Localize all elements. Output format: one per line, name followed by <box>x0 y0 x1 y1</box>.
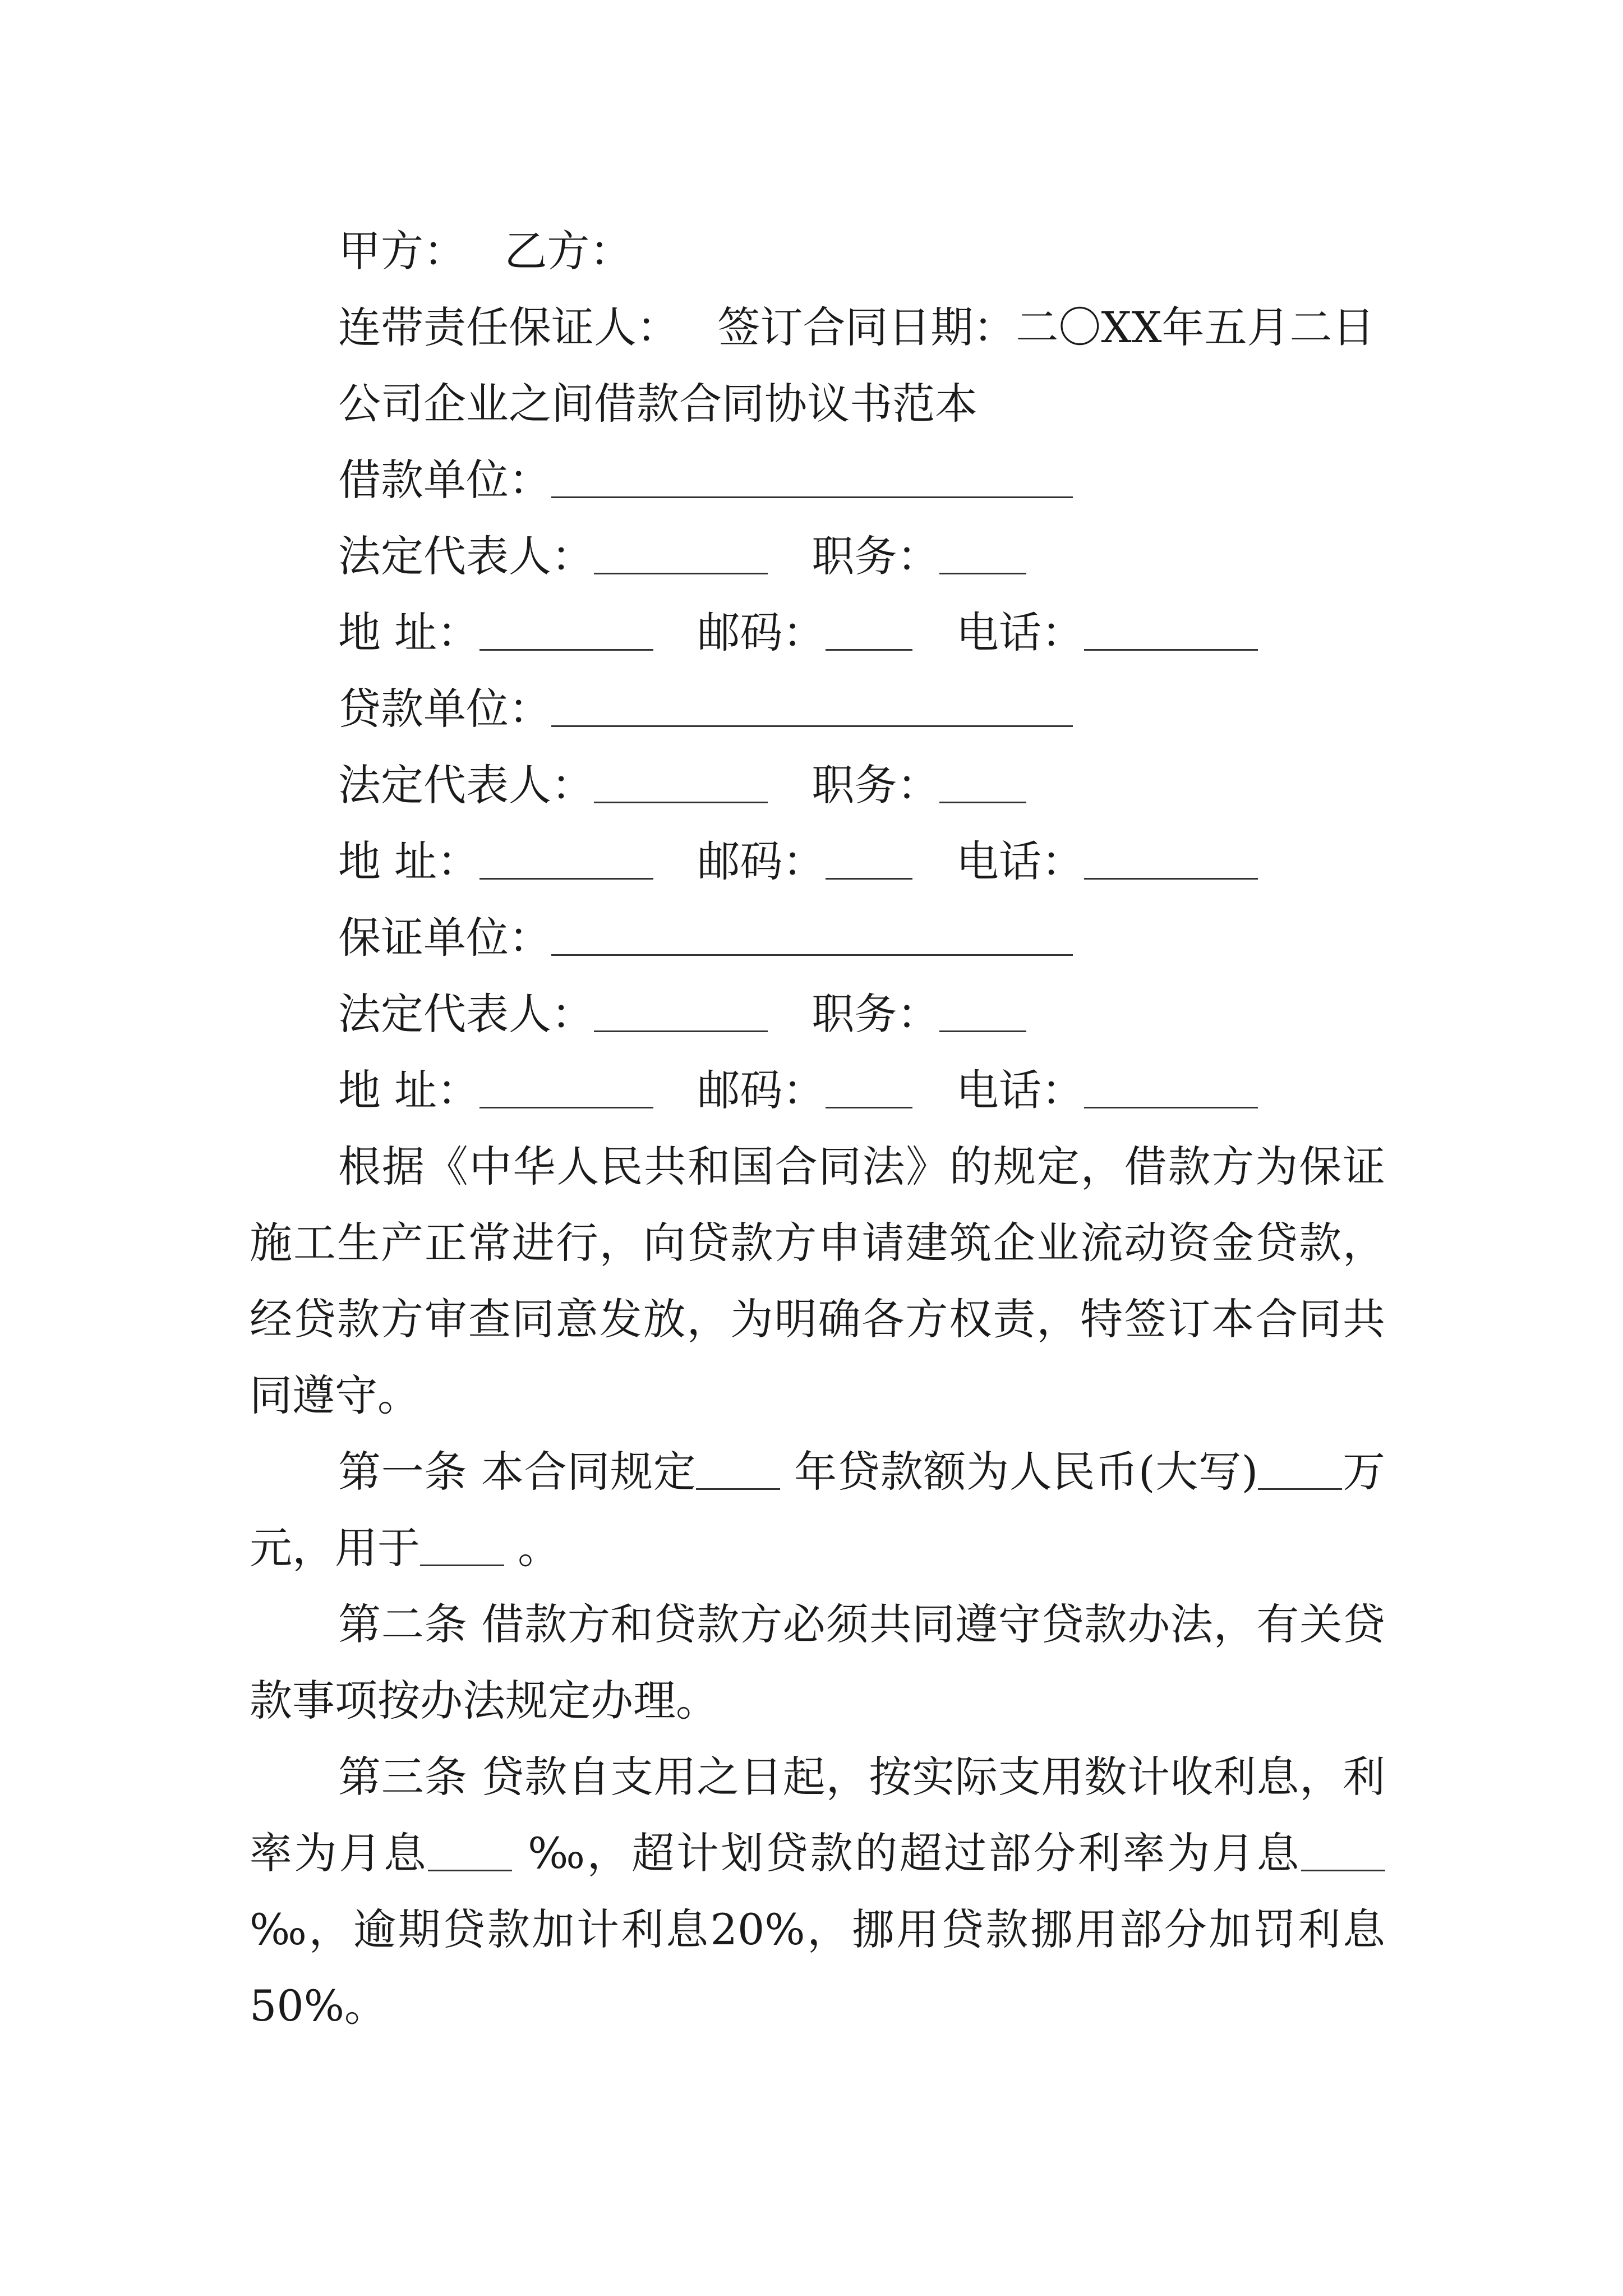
lender-address-blank <box>479 839 653 880</box>
borrower-postcode-label: 邮码： <box>697 608 826 657</box>
guarantee-rep-line <box>250 976 1385 1052</box>
parties-line <box>250 213 1385 289</box>
article-3-paragraph <box>250 1739 1385 2044</box>
lender-postcode-label: 邮码： <box>697 836 826 886</box>
lender-address-line <box>250 823 1385 900</box>
document-page <box>250 213 1385 2044</box>
borrower-position-label: 职务： <box>811 531 940 581</box>
guarantee-rep-label: 法定代表人： <box>338 989 594 1039</box>
lender-rep-label: 法定代表人： <box>338 760 594 810</box>
borrower-unit-label: 借款单位： <box>338 455 551 505</box>
guarantor-label: 连带责任保证人： <box>338 302 679 352</box>
guarantee-phone-label: 电话： <box>956 1065 1084 1115</box>
guarantee-position-blank <box>939 991 1026 1032</box>
article-2-paragraph: 第二条 借款方和贷款方必须共同遵守贷款办法，有关贷款事项按办法规定办理。 <box>250 1599 1385 1726</box>
article-1-paragraph <box>250 1434 1385 1586</box>
guarantee-address-line <box>250 1052 1385 1129</box>
party-a-label: 甲方： <box>338 226 466 276</box>
borrower-address-line <box>250 595 1385 671</box>
lender-phone-label: 电话： <box>956 836 1084 886</box>
article-3-rate-blank <box>428 1830 512 1871</box>
guarantee-address-label: 地 址： <box>338 1065 480 1115</box>
lender-rep-line <box>250 747 1385 823</box>
article-1-purpose-blank <box>420 1525 504 1566</box>
lender-position-blank <box>939 762 1026 803</box>
article-1-amount-blank <box>1258 1449 1342 1490</box>
article-3-text-a: 第三条 贷款自支用之日起，按实际支用数计收利息，利率为月息 <box>250 1752 1385 1878</box>
guarantee-position-label: 职务： <box>811 989 940 1039</box>
borrower-address-label: 地 址： <box>338 608 480 657</box>
article-1-text-b: 年贷款额为人民币(大写) <box>780 1447 1258 1497</box>
guarantee-address-blank <box>479 1068 653 1108</box>
guarantee-rep-blank <box>594 991 768 1032</box>
borrower-postcode-blank <box>826 610 912 651</box>
borrower-phone-blank <box>1084 610 1258 651</box>
preamble-paragraph: 根据《中华人民共和国合同法》的规定，借款方为保证施工生产正常进行，向贷款方申请建筑企业流动资金贷款，经贷款方审查同意发放，为明确各方权责，特签订本合同共同遵守。 <box>250 1142 1385 1420</box>
lender-phone-blank <box>1084 839 1258 880</box>
guarantor-date-line <box>250 289 1385 366</box>
article-3-overplan-rate-blank <box>1301 1830 1385 1871</box>
guarantee-phone-blank <box>1084 1068 1258 1108</box>
article-1-text-d: 。 <box>504 1523 561 1573</box>
guarantee-unit-label: 保证单位： <box>338 913 551 963</box>
borrower-unit-line <box>250 442 1385 518</box>
lender-unit-blank <box>551 686 1073 727</box>
lender-unit-line <box>250 671 1385 747</box>
lender-address-label: 地 址： <box>338 836 480 886</box>
lender-unit-label: 贷款单位： <box>338 684 551 734</box>
borrower-position-blank <box>939 533 1026 574</box>
guarantee-postcode-blank <box>826 1068 912 1108</box>
borrower-rep-label: 法定代表人： <box>338 531 594 581</box>
lender-position-label: 职务： <box>811 760 940 810</box>
article-3-text-b: ‰，超计划贷款的超过部分利率为月息 <box>512 1828 1301 1878</box>
borrower-phone-label: 电话： <box>956 608 1084 657</box>
lender-postcode-blank <box>826 839 912 880</box>
sign-date-value: 二〇XX年五月二日 <box>1016 302 1375 352</box>
borrower-unit-blank <box>551 457 1073 498</box>
guarantee-unit-line <box>250 900 1385 976</box>
article-3-text-c: ‰，逾期贷款加计利息20%，挪用贷款挪用部分加罚利息50%。 <box>250 1904 1385 2031</box>
article-1-text-a: 第一条 本合同规定 <box>338 1447 697 1497</box>
borrower-rep-blank <box>594 533 768 574</box>
article-1-text-c: 万元，用于 <box>250 1447 1385 1573</box>
guarantee-unit-blank <box>551 915 1073 956</box>
article-1-year-blank <box>696 1449 780 1490</box>
borrower-address-blank <box>479 610 653 651</box>
party-b-label: 乙方： <box>504 226 633 276</box>
borrower-rep-line <box>250 518 1385 595</box>
guarantee-postcode-label: 邮码： <box>697 1065 826 1115</box>
lender-rep-blank <box>594 762 768 803</box>
sign-date-label: 签订合同日期： <box>717 302 1016 352</box>
document-title: 公司企业之间借款合同协议书范本 <box>338 379 978 429</box>
